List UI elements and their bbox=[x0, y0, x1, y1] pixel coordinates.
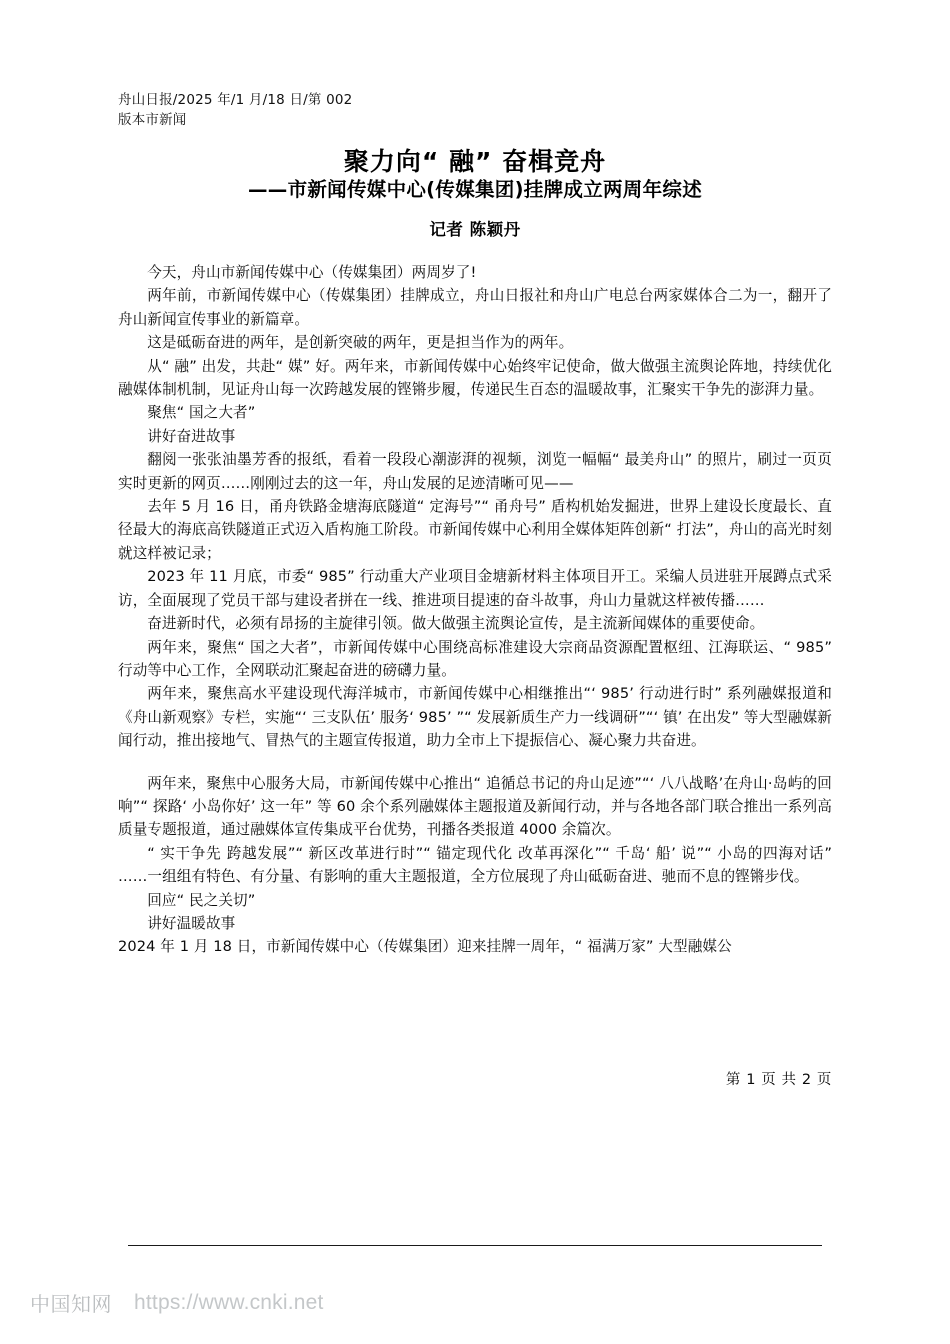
section-subheading: 讲好温暖故事 bbox=[147, 914, 236, 932]
paragraph: 奋进新时代，必须有昂扬的主旋律引领。做大做强主流舆论宣传，是主流新闻媒体的重要使命。 bbox=[147, 615, 765, 633]
article-title: 聚力向“ 融” 奋楫竞舟 bbox=[343, 147, 607, 176]
article-body bbox=[118, 261, 832, 959]
paragraph: 这是砥砺奋进的两年，是创新突破的两年，更是担当作为的两年。 bbox=[147, 334, 574, 352]
paragraph: 2024 年 1 月 18 日，市新闻传媒中心（传媒集团）迎来挂牌一周年，“ 福满万家” 大型融媒公 bbox=[118, 938, 732, 956]
section-subheading: 讲好奋进故事 bbox=[147, 427, 236, 445]
section-heading: 聚焦“ 国之大者” bbox=[147, 404, 256, 422]
section-heading: 回应“ 民之关切” bbox=[147, 891, 256, 909]
paragraph: 2023 年 11 月底，市委“ 985” 行动重大产业项目金塘新材料主体项目开工。采编人员进驻开展蹲点式采访，全面展现了党员干部与建设者拼在一线、推进项目提速的奋斗故事，舟山力量就这样被传播…… bbox=[118, 568, 832, 609]
paragraph: 去年 5 月 16 日，甬舟铁路金塘海底隧道“ 定海号”“ 甬舟号” 盾构机始发掘进，世界上建设长度最长、直径最大的海底高铁隧道正式迈入盾构施工阶段。市新闻传媒中心利用全媒体矩阵创新“ 打法”，舟山的高光时刻就这样被记录； bbox=[118, 498, 832, 562]
cnki-url: https://www.cnki.net bbox=[134, 1290, 324, 1314]
article-subtitle: ——市新闻传媒中心(传媒集团)挂牌成立两周年综述 bbox=[247, 178, 703, 201]
paragraph: 今天，舟山市新闻传媒中心（传媒集团）两周岁了! bbox=[147, 264, 477, 281]
paragraph: 从“ 融” 出发，共赴“ 媒” 好。两年来，市新闻传媒中心始终牢记使命，做大做强主流舆论阵地，持续优化融媒体制机制，见证舟山每一次跨越发展的铿锵步履，传递民生百态的温暖故事，汇聚实干争先的澎湃力量。 bbox=[118, 357, 832, 399]
source-citation bbox=[118, 90, 538, 130]
cnki-logo: 中国知网 bbox=[30, 1292, 112, 1316]
paragraph: 翻阅一张张油墨芳香的报纸，看着一段段心潮澎湃的视频，浏览一幅幅“ 最美舟山” 的照片，刷过一页页实时更新的网页……刚刚过去的这一年，舟山发展的足迹清晰可见—— bbox=[118, 451, 832, 492]
page-number: 第 1 页 共 2 页 bbox=[725, 1072, 832, 1088]
paragraph: 两年来，聚焦中心服务大局，市新闻传媒中心推出“ 追循总书记的舟山足迹”“‘ 八八战略’在舟山·岛屿的回响”“ 探路‘ 小岛你好’ 这一年” 等 60 余个系列融媒体主题报道及新闻行动，并与各地各部门联合推出一系列高质量专题报道，通过融媒体宣传集成平台优势，刊播各类报道 4000 余篇次。 bbox=[118, 774, 832, 839]
paragraph: 两年来，聚焦“ 国之大者”，市新闻传媒中心围绕高标准建设大宗商品资源配置枢纽、江海联运、“ 985” 行动等中心工作，全网联动汇聚起奋进的磅礴力量。 bbox=[118, 638, 832, 679]
paragraph: 两年来，聚焦高水平建设现代海洋城市，市新闻传媒中心相继推出“‘ 985’ 行动进行时” 系列融媒报道和《舟山新观察》专栏，实施“‘ 三支队伍’ 服务‘ 985’ ”“ 发展新质生产力一线调研”“‘ 镇’ 在出发” 等大型融媒新闻行动，推出接地气、冒热气的主题宣传报道，助力全市上下提振信心、凝心聚力共奋进。 bbox=[118, 685, 832, 750]
footer-divider bbox=[128, 1245, 822, 1246]
paragraph: 两年前，市新闻传媒中心（传媒集团）挂牌成立，舟山日报社和舟山广电总台两家媒体合二为一，翻开了舟山新闻宣传事业的新篇章。 bbox=[118, 287, 832, 328]
source-citation-line-1: 舟山日报/2025 年/1 月/18 日/第 002 bbox=[118, 92, 353, 108]
paragraph: “ 实干争先 跨越发展”“ 新区改革进行时”“ 锚定现代化 改革再深化”“ 千岛‘ 船’ 说”“ 小岛的四海对话” ……一组组有特色、有分量、有影响的重大主题报道，全方位展现了舟山砥砺奋进、驰而不息的铿锵步伐。 bbox=[118, 844, 832, 886]
source-citation-line-2: 版本市新闻 bbox=[118, 112, 187, 128]
cnki-watermark bbox=[30, 1288, 324, 1317]
article-byline: 记者 陈颖丹 bbox=[429, 220, 521, 239]
